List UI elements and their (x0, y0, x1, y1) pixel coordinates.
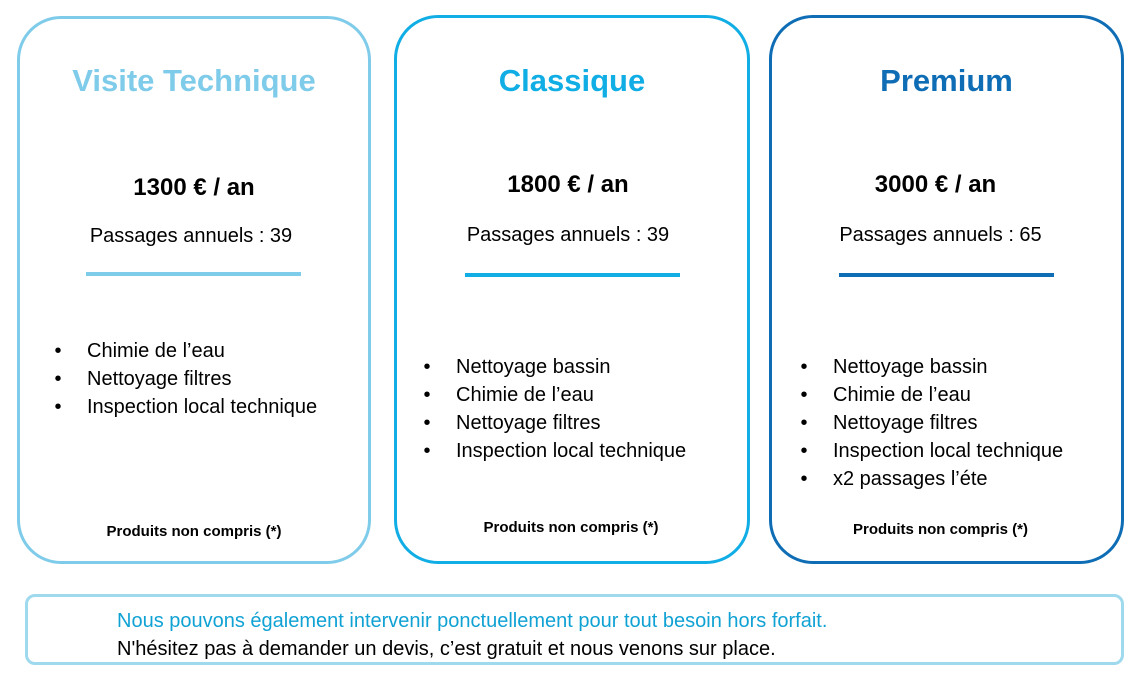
plan-card-visite-technique (17, 16, 371, 564)
plan-title: Premium (880, 63, 1013, 98)
bullet-icon: • (423, 356, 431, 378)
feature-label: x2 passages l’éte (833, 468, 988, 490)
list-item (799, 409, 1063, 437)
bullet-icon: • (800, 356, 808, 378)
list-item (53, 337, 317, 365)
feature-label: Inspection local technique (87, 396, 318, 418)
info-highlight-text: Nous pouvons également intervenir ponctuellement pour tout besoin hors forfait. (117, 610, 828, 632)
plan-divider (465, 273, 680, 277)
feature-label: Nettoyage filtres (456, 412, 601, 434)
list-item (422, 353, 686, 381)
plan-price: 1300 € / an (133, 174, 255, 201)
info-box (25, 594, 1124, 665)
plan-visits: Passages annuels : 39 (89, 225, 293, 247)
plan-visits: Passages annuels : 39 (466, 224, 670, 246)
plan-title: Visite Technique (72, 63, 316, 98)
list-item (799, 437, 1063, 465)
bullet-icon: • (800, 468, 808, 490)
plan-title: Classique (498, 63, 646, 98)
list-item (422, 437, 686, 465)
plan-visits: Passages annuels : 65 (839, 224, 1042, 246)
feature-label: Nettoyage bassin (456, 356, 611, 378)
plan-note: Produits non compris (*) (106, 523, 282, 540)
plan-price: 1800 € / an (507, 171, 629, 198)
feature-label: Inspection local technique (456, 440, 687, 462)
bullet-icon: • (423, 384, 431, 406)
list-item (422, 381, 686, 409)
feature-label: Nettoyage bassin (833, 356, 988, 378)
bullet-icon: • (54, 340, 62, 362)
plan-card-classique (394, 15, 750, 564)
feature-label: Chimie de l’eau (833, 384, 971, 406)
bullet-icon: • (54, 368, 62, 390)
feature-label: Chimie de l’eau (87, 340, 225, 362)
list-item (53, 393, 317, 421)
bullet-icon: • (800, 412, 808, 434)
list-item (799, 381, 1063, 409)
bullet-icon: • (800, 440, 808, 462)
info-body-text: N'hésitez pas à demander un devis, c’est gratuit et nous venons sur place. (117, 638, 776, 660)
list-item (799, 465, 1063, 493)
bullet-icon: • (423, 440, 431, 462)
feature-label: Chimie de l’eau (456, 384, 594, 406)
list-item (422, 409, 686, 437)
feature-label: Inspection local technique (833, 440, 1064, 462)
bullet-icon: • (423, 412, 431, 434)
plan-note: Produits non compris (*) (483, 519, 659, 536)
feature-label: Nettoyage filtres (833, 412, 978, 434)
plan-note: Produits non compris (*) (852, 521, 1028, 538)
list-item (799, 353, 1063, 381)
plan-divider (839, 273, 1054, 277)
list-item (53, 365, 317, 393)
feature-label: Nettoyage filtres (87, 368, 232, 390)
plan-price: 3000 € / an (874, 171, 997, 198)
bullet-icon: • (800, 384, 808, 406)
plan-features-list (53, 337, 317, 421)
plan-card-premium (769, 15, 1124, 564)
plan-divider (86, 272, 301, 276)
bullet-icon: • (54, 396, 62, 418)
plan-features-list (799, 353, 1063, 493)
plan-features-list (422, 353, 686, 465)
